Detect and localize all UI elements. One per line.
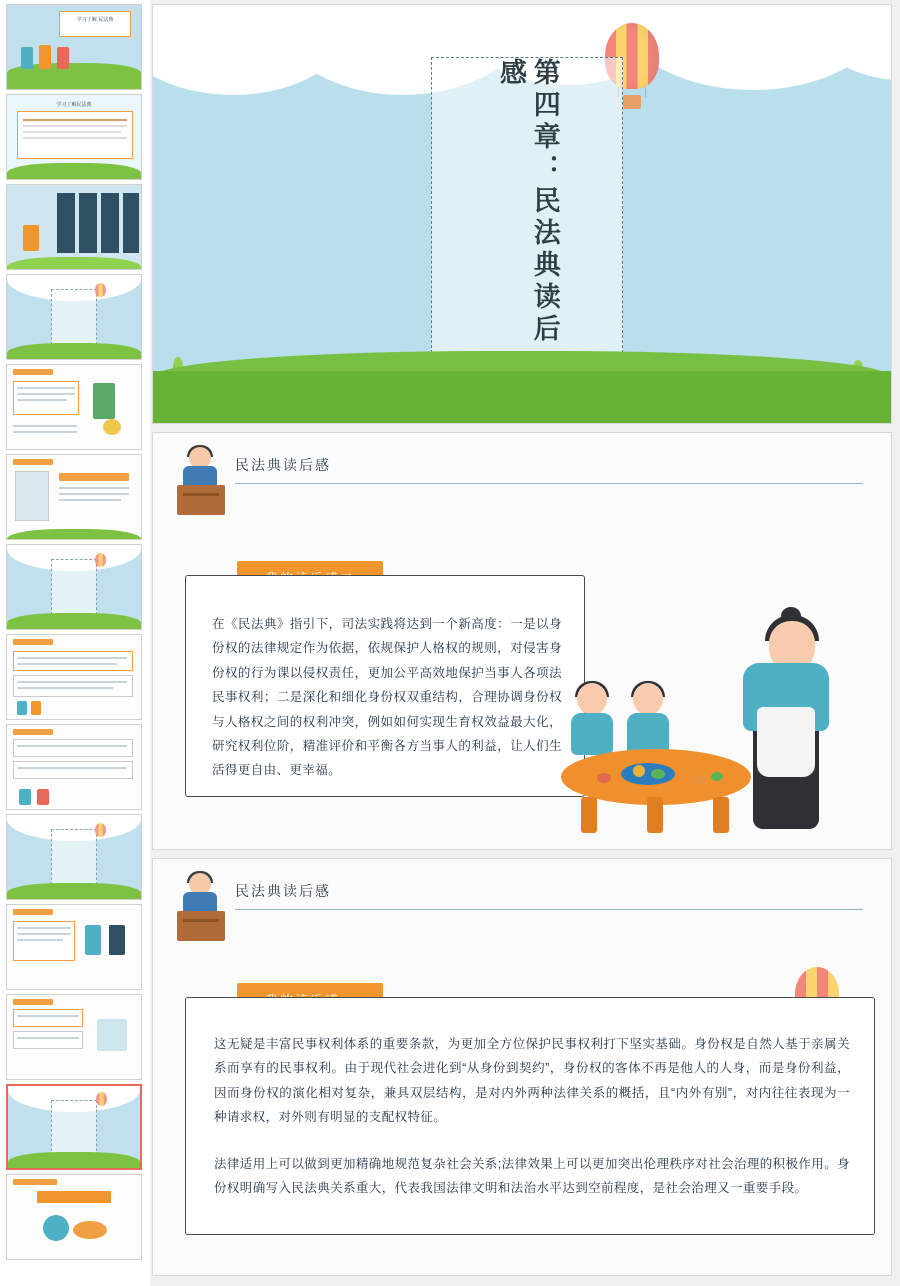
speaker-podium-icon — [173, 871, 229, 951]
slide-viewport[interactable] — [150, 0, 900, 1286]
slide-thumbnail-sidebar[interactable] — [0, 0, 150, 1286]
thumb-figure — [19, 789, 31, 805]
thumb-header-bar — [13, 909, 53, 915]
thumb-toc-block — [123, 193, 139, 253]
thumb-header-bar — [13, 1179, 57, 1185]
paragraph-text: 在《民法典》指引下，司法实践将达到一个新高度：一是以身份权的法律规定作为依据，依规保护人格权的规则，对侵害身份权的行为课以侵权责任，更加公平高效地保护当事人各项法民事权利；二是深化和细化身份权双重结构，合理协调身份权与人格权之间的权利冲突，例如如何实现生育权效益最大化，研究权利位阶，精准评价和平衡各方当事人的利益，让人们生活得更自由、更幸福。 — [212, 617, 562, 778]
thumb-line — [17, 681, 127, 683]
header-rule — [235, 909, 863, 910]
thumb-line — [17, 745, 127, 747]
thumb-grass — [8, 1152, 140, 1168]
thumb-line — [23, 125, 127, 127]
thumb-title-frame — [51, 289, 97, 345]
thumb-line — [13, 425, 77, 427]
panel-wavy-edge — [186, 576, 196, 796]
thumb-line — [23, 119, 127, 121]
thumb-grass — [7, 613, 141, 629]
balloon-icon — [95, 553, 106, 567]
grass-band-lower — [153, 371, 891, 423]
balloon-basket — [623, 95, 641, 109]
thumb-grass — [7, 257, 141, 269]
thumb-line — [59, 493, 129, 495]
thumb-sub-bar — [59, 473, 129, 481]
balloon-icon — [95, 823, 106, 837]
balloon-icon — [95, 283, 106, 297]
slide-thumbnail-11[interactable] — [6, 904, 142, 990]
thumb-text-box — [13, 739, 133, 757]
thumb-line — [17, 387, 75, 389]
thumb-building — [15, 471, 49, 521]
thumb-title-frame — [51, 1100, 97, 1156]
thumb-toc-block — [101, 193, 119, 253]
thumb-line — [17, 687, 113, 689]
slide-thumbnail-6[interactable] — [6, 454, 142, 540]
thumb-title-frame — [51, 559, 97, 615]
thumb-header-bar — [13, 729, 53, 735]
slide-header-text: 民法典读后感 — [235, 457, 331, 473]
slide-thumbnail-14[interactable] — [6, 1174, 142, 1260]
balloon-icon — [96, 1092, 107, 1106]
thumb-grass — [7, 343, 141, 359]
thumb-line — [17, 767, 127, 769]
thumb-text-box — [13, 1009, 83, 1027]
slide-thumbnail-13[interactable] — [6, 1084, 142, 1170]
thumb-text-box — [13, 761, 133, 779]
thumb-figure — [109, 925, 125, 955]
thumb-line — [17, 663, 117, 665]
thumb-header-bar — [13, 459, 53, 465]
thumb-figure — [21, 47, 33, 69]
thumb-text-box — [13, 675, 133, 697]
thumb-text-box — [13, 651, 133, 671]
page-title: 第四章：民法典读后感 — [496, 58, 560, 346]
thumb-title-frame — [51, 829, 97, 885]
thumb-line — [23, 131, 121, 133]
thumb-line — [17, 933, 71, 935]
thumb-figure — [85, 925, 101, 955]
header-rule — [235, 483, 863, 484]
speaker-podium-icon — [173, 445, 229, 525]
slide-thumbnail-4[interactable] — [6, 274, 142, 360]
thumb-line — [23, 137, 127, 139]
thumb-line — [17, 393, 75, 395]
thumb-line — [59, 499, 121, 501]
thumb-figure — [31, 701, 41, 715]
thumb-grass — [7, 529, 141, 539]
thumb-line — [17, 939, 63, 941]
thumb-header-bar — [13, 369, 53, 375]
thumb-title-box — [59, 11, 131, 37]
paragraph-text: 这无疑是丰富民事权利体系的重要条款，为更加全方位保护民事权利打下坚实基础。身份权是自然人基于亲属关系而享有的民事权利。由于现代社会进化到“从身份到契约”，身份权的客体不再是他人的人身，而是身份利益，因而身份权的演化相对复杂，兼具双层结构，是对内外两种法律关系的概括，且“内外有别”，对内往往表现为一种请求权，对外则有明显的支配权特征。 — [214, 1037, 850, 1125]
thumb-line — [17, 927, 71, 929]
slide-header — [235, 881, 863, 910]
thumb-grass — [7, 883, 141, 899]
thumb-illustration — [97, 1019, 127, 1051]
thumb-illustration — [73, 1221, 107, 1239]
slide-thumbnail-8[interactable] — [6, 634, 142, 720]
slide-header — [235, 455, 863, 484]
thumb-toc-block — [57, 193, 75, 253]
thumb-line — [59, 487, 129, 489]
thumb-tag — [37, 1191, 111, 1203]
slide-thumbnail-10[interactable] — [6, 814, 142, 900]
thumb-text-box — [13, 1031, 83, 1049]
thumb-line — [17, 657, 127, 659]
slide-thumbnail-2[interactable] — [6, 94, 142, 180]
reflection-two-slide[interactable] — [152, 432, 892, 850]
thumb-figure — [17, 701, 27, 715]
slide-thumbnail-2-title: 学习了解民法典 — [56, 102, 92, 108]
thumb-line — [17, 1037, 79, 1039]
thumb-illustration — [103, 419, 121, 435]
thumb-grass — [7, 163, 141, 179]
slide-header-text: 民法典读后感 — [235, 883, 331, 899]
thumb-line — [17, 1015, 79, 1017]
slide-thumbnail-3[interactable] — [6, 184, 142, 270]
slide-thumbnail-1[interactable] — [6, 4, 142, 90]
thumb-figure — [37, 789, 49, 805]
thumb-line — [17, 399, 67, 401]
thumb-header-bar — [13, 639, 53, 645]
content-panel — [185, 575, 585, 797]
slide-thumbnail-5[interactable] — [6, 364, 142, 450]
thumb-toc-block — [79, 193, 97, 253]
thumb-bg — [7, 1175, 141, 1259]
panel-wavy-edge — [186, 998, 196, 1234]
thumb-figure — [57, 47, 69, 69]
slide-thumbnail-9[interactable] — [6, 724, 142, 810]
reflection-one-slide[interactable] — [152, 858, 892, 1276]
thumb-figure — [39, 45, 51, 69]
thumb-illustration — [43, 1215, 69, 1241]
thumb-illustration — [93, 383, 115, 419]
content-panel — [185, 997, 875, 1235]
slide-thumbnail-12[interactable] — [6, 994, 142, 1080]
paragraph-text: 法律适用上可以做到更加精确地规范复杂社会关系;法律效果上可以更加突出伦理秩序对社会治理的积极作用。身份权明确写入民法典关系重大，代表我国法律文明和法治水平达到空前程度，是社会治理又一重要手段。 — [214, 1156, 850, 1195]
chapter-cover-slide[interactable] — [152, 4, 892, 424]
thumb-header-bar — [13, 999, 53, 1005]
slide-thumbnail-1-title: 学习了解 民法典 — [76, 17, 114, 23]
thumb-line — [13, 431, 77, 433]
thumb-figure — [23, 225, 39, 251]
slide-thumbnail-7[interactable] — [6, 544, 142, 630]
family-cooking-illustration — [551, 549, 881, 839]
cover-title-frame — [431, 57, 623, 353]
